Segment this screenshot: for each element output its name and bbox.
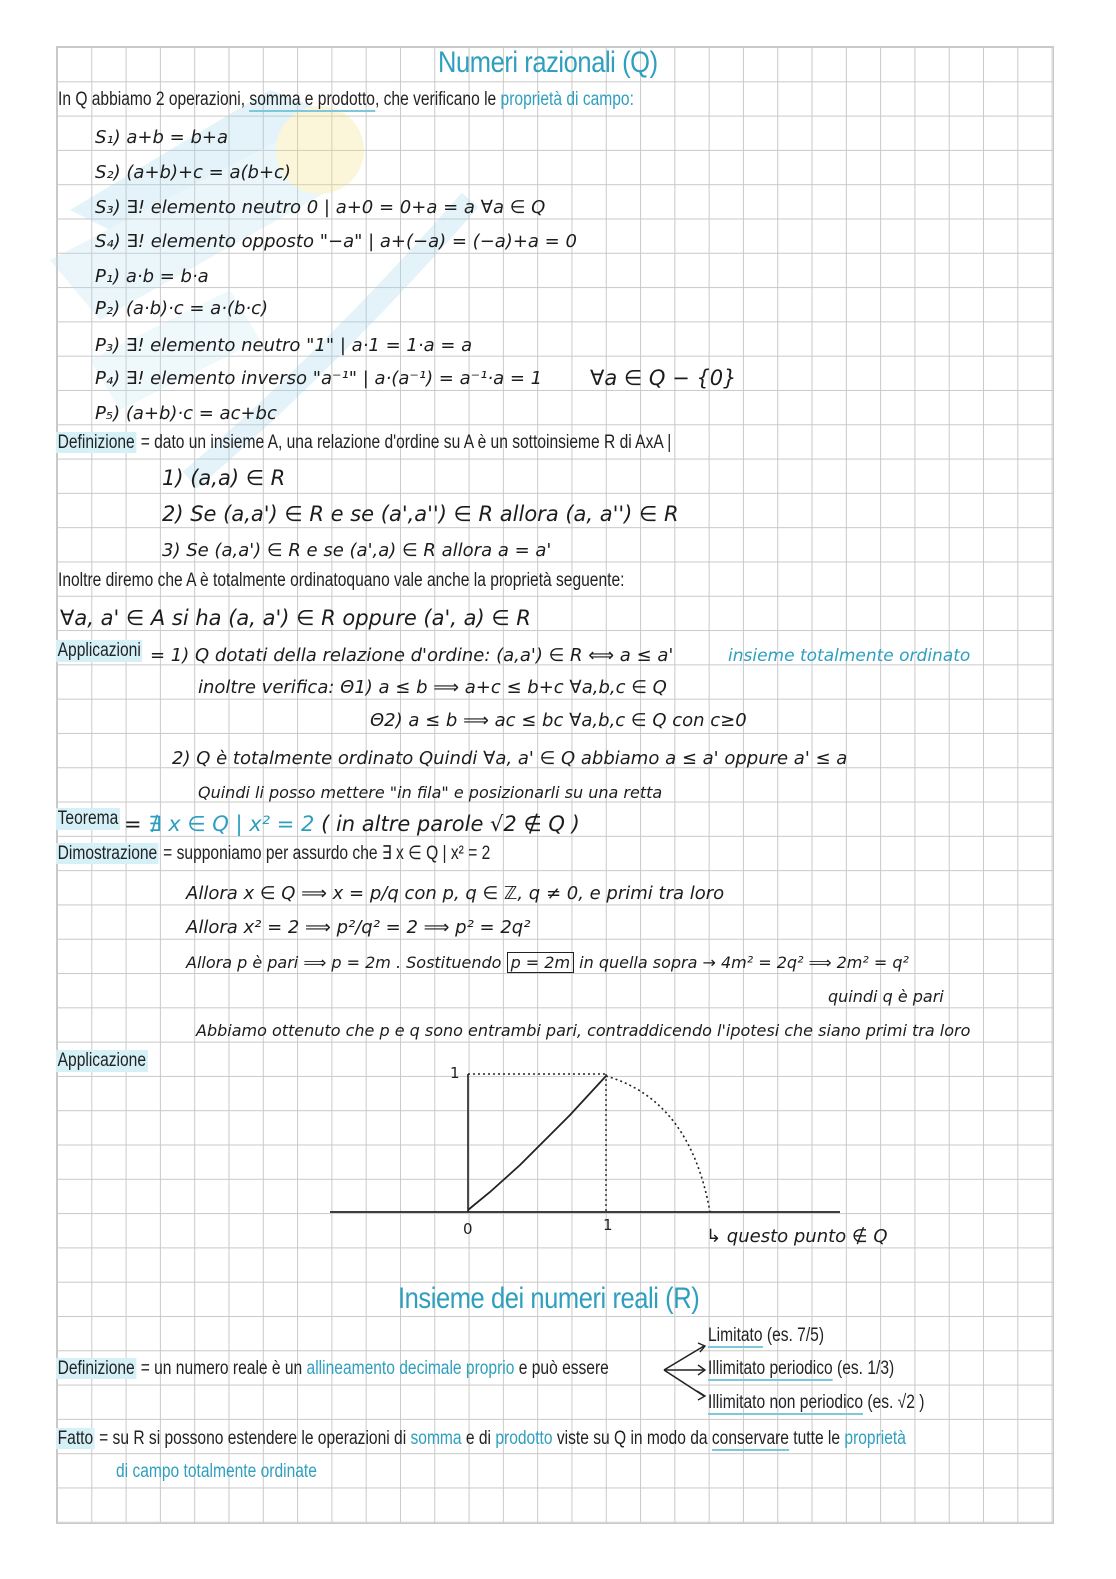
total-order-formula: ∀a, a' ∈ A si ha (a, a') ∈ R oppure (a', a) ∈ R bbox=[60, 606, 531, 630]
tick-label-1-y: 1 bbox=[450, 1064, 460, 1082]
proof-step3a: Allora p è pari ⟹ p = 2m . Sostituendo bbox=[186, 953, 502, 972]
applications-line1: = 1) Q dotati della relazione d'ordine: (a,a') ∈ R ⟺ a ≤ a' bbox=[150, 645, 674, 666]
fact-line bbox=[56, 1428, 906, 1450]
definition2-label: Definizione bbox=[57, 1358, 135, 1379]
order-prop-3: 3) Se (a,a') ∈ R e se (a',a) ∈ R allora a = a' bbox=[162, 540, 552, 561]
axiom-s2: S₂) (a+b)+c = a(b+c) bbox=[95, 162, 291, 183]
proof-step1: Allora x ∈ Q ⟹ x = p/q con p, q ∈ ℤ, q ≠ 0, e primi tra loro bbox=[186, 883, 725, 904]
fact-label: Fatto bbox=[57, 1428, 94, 1449]
section-title-reals: Insieme dei numeri reali (R) bbox=[398, 1282, 700, 1315]
option1-example: (es. 7/5) bbox=[762, 1325, 825, 1346]
option2-example: (es. 1/3) bbox=[832, 1358, 895, 1379]
definition-label: Definizione bbox=[57, 432, 135, 453]
fact-mid: viste su Q in modo da bbox=[552, 1428, 712, 1449]
diagonal-line bbox=[468, 1076, 606, 1210]
arc-dotted bbox=[606, 1076, 710, 1212]
axiom-p3: P₃) ∃! elemento neutro "1" | a·1 = 1·a = a bbox=[95, 335, 473, 356]
proof-line bbox=[56, 843, 490, 865]
definition-order bbox=[56, 432, 671, 454]
theorem-formula: ∄ x ∈ Q | x² = 2 bbox=[148, 812, 315, 836]
application2-block bbox=[56, 1050, 168, 1072]
order-prop-2: 2) Se (a,a') ∈ R e se (a',a'') ∈ R allora (a, a'') ∈ R bbox=[162, 502, 679, 526]
applications-label: Applicazioni bbox=[57, 640, 141, 661]
intro-ops: somma e prodotto bbox=[249, 89, 375, 110]
axiom-s4: S₄) ∃! elemento opposto "−a" | a+(−a) = (−a)+a = 0 bbox=[95, 231, 577, 252]
axiom-p4-quantifier: ∀a ∈ Q − {0} bbox=[590, 366, 737, 390]
intro-prop: proprietà di campo: bbox=[500, 89, 634, 110]
applications-block bbox=[56, 640, 161, 662]
fact-pre: = su R si possono estendere le operazioni di bbox=[94, 1428, 411, 1449]
fact-tutte: tutte le bbox=[788, 1428, 845, 1449]
fact-prodotto: prodotto bbox=[495, 1428, 553, 1449]
branch-arrows bbox=[660, 1340, 710, 1404]
page-title: Numeri razionali (Q) bbox=[438, 46, 658, 79]
definition-text: = dato un insieme A, una relazione d'ordine su A è un sottoinsieme R di AxA | bbox=[136, 432, 672, 453]
definition2-highlight: allineamento decimale proprio bbox=[306, 1358, 515, 1379]
option3-label: Illimitato non periodico bbox=[708, 1392, 864, 1413]
theorem-eq: = bbox=[124, 812, 149, 836]
theorem-rest: ( in altre parole √2 ∉ Q ) bbox=[314, 812, 580, 836]
theorem-statement bbox=[124, 812, 580, 836]
proof-step3b: in quella sopra → 4m² = 2q² ⟹ 2m² = q² bbox=[579, 953, 909, 972]
intro-pre: In Q abbiamo 2 operazioni, bbox=[58, 89, 250, 110]
real-option-limited bbox=[708, 1325, 824, 1347]
order-prop-1: 1) (a,a) ∈ R bbox=[162, 466, 286, 490]
fact-conservare: conservare bbox=[711, 1428, 789, 1449]
axiom-p4: P₄) ∃! elemento inverso "a⁻¹" | a·(a⁻¹) = a⁻¹·a = 1 bbox=[95, 368, 543, 389]
axiom-p2: P₂) (a·b)·c = a·(b·c) bbox=[95, 298, 269, 319]
proof-label: Dimostrazione bbox=[57, 843, 158, 864]
proof-step3 bbox=[186, 954, 909, 972]
fact-e-di: e di bbox=[461, 1428, 496, 1449]
applications-line3: Θ2) a ≤ b ⟹ ac ≤ bc ∀a,b,c ∈ Q con c≥0 bbox=[370, 710, 747, 731]
definition-real bbox=[56, 1358, 609, 1380]
real-option-nonperiodic bbox=[708, 1392, 924, 1414]
theorem-line bbox=[56, 808, 134, 830]
proof-step4: quindi q è pari bbox=[828, 987, 944, 1006]
fact-somma: somma bbox=[410, 1428, 462, 1449]
definition2-post: e può essere bbox=[514, 1358, 609, 1379]
option1-label: Limitato bbox=[708, 1325, 763, 1346]
option2-label: Illimitato periodico bbox=[708, 1358, 833, 1379]
applications-line2: inoltre verifica: Θ1) a ≤ b ⟹ a+c ≤ b+c ∀a,b,c ∈ Q bbox=[198, 677, 667, 698]
proof-text: = supponiamo per assurdo che ∃ x ∈ Q | x² = 2 bbox=[158, 843, 491, 864]
applications-note: insieme totalmente ordinato bbox=[728, 646, 971, 666]
proof-step3-box: p = 2m bbox=[507, 952, 575, 973]
tick-label-1-x: 1 bbox=[603, 1216, 613, 1234]
intro-line bbox=[58, 89, 634, 111]
total-order-text: Inoltre diremo che A è totalmente ordinatoquano vale anche la proprietà seguente: bbox=[58, 570, 625, 591]
axiom-p1: P₁) a·b = b·a bbox=[95, 266, 209, 287]
axiom-s1: S₁) a+b = b+a bbox=[95, 127, 228, 148]
theorem-label: Teorema bbox=[57, 808, 119, 829]
option3-example: (es. √2 ) bbox=[863, 1392, 925, 1413]
axiom-s3: S₃) ∃! elemento neutro 0 | a+0 = 0+a = a ∀a ∈ Q bbox=[95, 197, 546, 218]
application2-label: Applicazione bbox=[57, 1050, 146, 1071]
fact-prop: proprietà bbox=[844, 1428, 906, 1449]
diagram-note: ↳ questo punto ∉ Q bbox=[706, 1226, 888, 1247]
definition2-pre: = un numero reale è un bbox=[136, 1358, 307, 1379]
applications-line4: 2) Q è totalmente ordinato Quindi ∀a, a' ∈ Q abbiamo a ≤ a' oppure a' ≤ a bbox=[172, 748, 848, 769]
applications-line5: Quindi li posso mettere "in fila" e posizionarli su una retta bbox=[198, 783, 663, 802]
real-option-periodic bbox=[708, 1358, 894, 1380]
intro-mid: , che verificano le bbox=[374, 89, 501, 110]
proof-conclusion: Abbiamo ottenuto che p e q sono entrambi pari, contraddicendo l'ipotesi che siano primi tra loro bbox=[196, 1021, 971, 1040]
axiom-p5: P₅) (a+b)·c = ac+bc bbox=[95, 403, 277, 424]
proof-step2: Allora x² = 2 ⟹ p²/q² = 2 ⟹ p² = 2q² bbox=[186, 917, 531, 938]
tick-label-0: 0 bbox=[463, 1220, 473, 1238]
fact-line2: di campo totalmente ordinate bbox=[116, 1461, 317, 1482]
